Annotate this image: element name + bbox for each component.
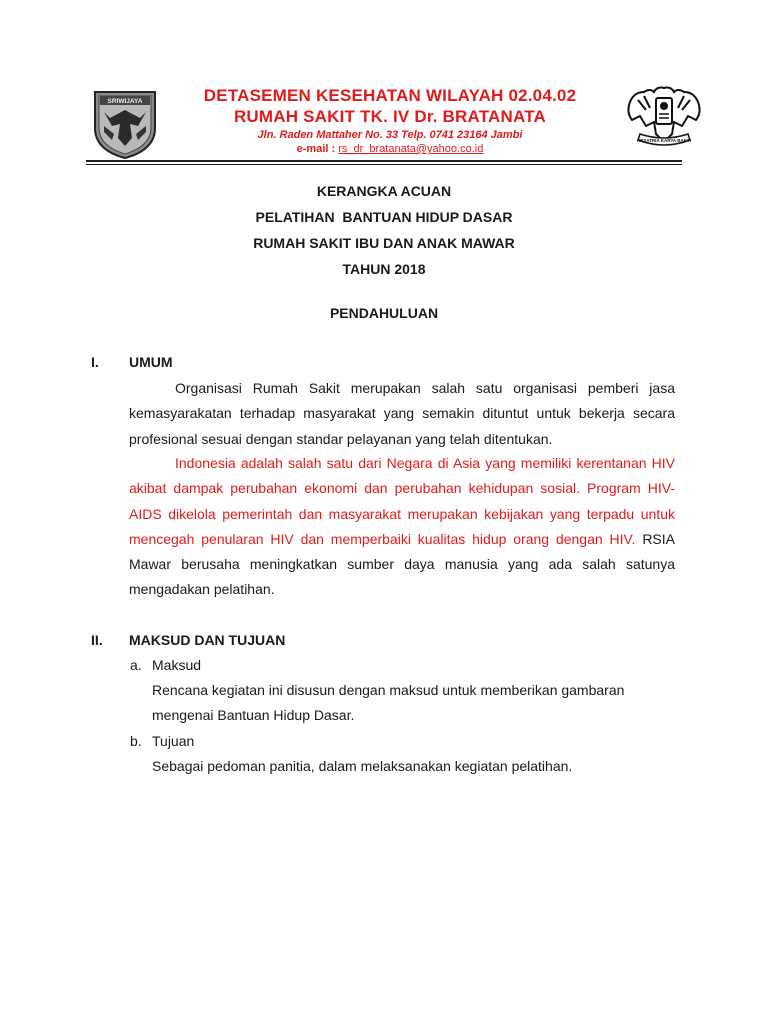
email-link[interactable]: rs_dr_bratanata@yahoo.co.id: [338, 143, 484, 155]
section-1-number: I.: [91, 354, 99, 370]
title-line-2: PELATIHAN BANTUAN HIDUP DASAR: [255, 209, 513, 225]
document-title-block: [84, 178, 684, 282]
sriwijaya-emblem-logo: [92, 88, 158, 160]
org-name-line2: RUMAH SAKIT TK. IV Dr. BRATANATA: [233, 107, 547, 126]
hiv-context-text: Indonesia adalah salah satu dari Negara di Asia yang memiliki kerentanan HIV akibat dampak perubahan ekonomi dan perubahan kehidupan sosial. Program HIV-AIDS dikelola pemerintah dan masyarakat merupakan kebijakan yang terpadu untuk mencegah penularan HIV dan memperbaiki kualitas hidup orang dengan HIV.: [129, 455, 675, 547]
list-item-a-text: Rencana kegiatan ini disusun dengan maksud untuk memberikan gambaran mengenai Bantuan Hidup Dasar.: [152, 682, 625, 724]
list-item-b-marker: b.: [130, 733, 142, 749]
list-item-a-label: Maksud: [152, 657, 202, 673]
title-line-1: KERANGKA ACUAN: [316, 183, 452, 199]
title-line-3: RUMAH SAKIT IBU DAN ANAK MAWAR: [253, 235, 515, 251]
org-name-line1: DETASEMEN KESEHATAN WILAYAH 02.04.02: [203, 86, 577, 105]
rsia-statement-text: RSIA Mawar berusaha meningkatkan sumber daya manusia yang ada salah satunya mengadakan pelatihan.: [129, 530, 675, 598]
section-1-title: UMUM: [129, 354, 173, 370]
email-line: [160, 142, 620, 156]
title-line-4: TAHUN 2018: [342, 261, 426, 277]
header-rule-thin: [86, 164, 682, 165]
address-line: Jln. Raden Mattaher No. 33 Telp. 0741 23164 Jambi: [257, 129, 523, 141]
section-2-title: MAKSUD DAN TUJUAN: [129, 632, 286, 648]
intro-heading: PENDAHULUAN: [329, 305, 439, 321]
section-1-paragraph-1: Organisasi Rumah Sakit merupakan salah satu organisasi pemberi jasa kemasyarakatan terhadap masyarakat yang semakin dituntut untuk bekerja secara profesional sesuai dengan standar pelayanan yang telah ditentukan.: [129, 380, 675, 447]
section-1-paragraph-2: [129, 451, 675, 603]
emblem-banner-text: SRIWIJAYA: [107, 98, 143, 105]
list-item-a-marker: a.: [130, 657, 142, 673]
garuda-crest-logo: [624, 82, 704, 152]
letterhead: [160, 86, 620, 156]
email-label: e-mail :: [296, 143, 336, 155]
list-item-b-label: Tujuan: [152, 733, 195, 749]
section-2-number: II.: [91, 632, 103, 648]
header-rule-thick: [86, 160, 682, 162]
crest-motto-text: KESATRIA KARYA BAKTI: [636, 138, 692, 143]
list-item-b-text: Sebagai pedoman panitia, dalam melaksanakan kegiatan pelatihan.: [152, 758, 573, 774]
